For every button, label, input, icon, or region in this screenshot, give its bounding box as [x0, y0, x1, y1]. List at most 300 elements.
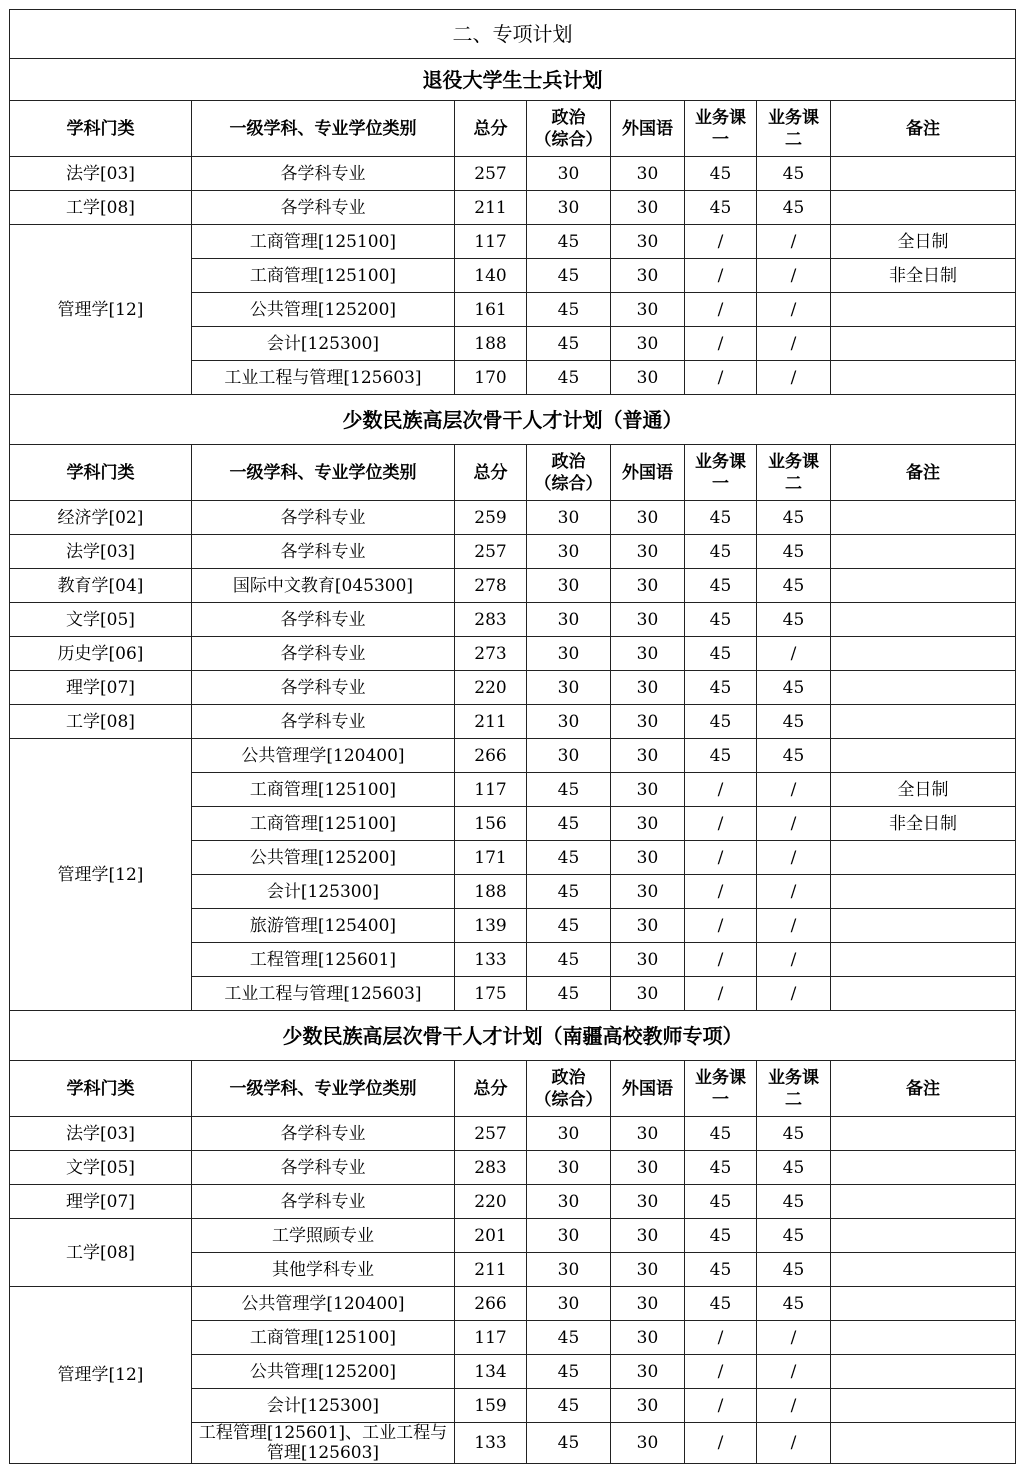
- header-row: [10, 1061, 1016, 1117]
- remark-cell: 非全日制: [831, 807, 1016, 841]
- course1-cell: 45: [685, 157, 757, 191]
- header-foreign: 外国语: [611, 445, 685, 501]
- remark-cell: [831, 293, 1016, 327]
- foreign-cell: 30: [611, 293, 685, 327]
- total-cell: 161: [455, 293, 527, 327]
- header-course1-line1: 业务课: [695, 107, 746, 128]
- total-cell: 257: [455, 1117, 527, 1151]
- header-politics: [527, 1061, 611, 1117]
- header-course2-line1: 业务课: [768, 107, 819, 128]
- total-cell: 283: [455, 603, 527, 637]
- discipline-cell: 公共管理学[120400]: [192, 739, 455, 773]
- category-cell: 管理学[12]: [10, 739, 192, 1011]
- header-course2-line2: 二: [785, 473, 802, 494]
- table-body: [10, 10, 1016, 1464]
- foreign-cell: 30: [611, 327, 685, 361]
- category-cell: 工学[08]: [10, 1219, 192, 1287]
- foreign-cell: 30: [611, 1151, 685, 1185]
- total-cell: 188: [455, 875, 527, 909]
- discipline-cell: 各学科专业: [192, 191, 455, 225]
- header-discipline: 一级学科、专业学位类别: [192, 101, 455, 157]
- course1-cell: 45: [685, 705, 757, 739]
- remark-cell: [831, 909, 1016, 943]
- header-row: [10, 445, 1016, 501]
- section-title: 少数民族高层次骨干人才计划（普通）: [10, 395, 1016, 445]
- total-cell: 175: [455, 977, 527, 1011]
- course1-cell: 45: [685, 1253, 757, 1287]
- course1-cell: /: [685, 293, 757, 327]
- discipline-cell: 各学科专业: [192, 501, 455, 535]
- foreign-cell: 30: [611, 1253, 685, 1287]
- course2-cell: /: [757, 361, 831, 395]
- foreign-cell: 30: [611, 535, 685, 569]
- header-foreign: 外国语: [611, 101, 685, 157]
- politics-cell: 45: [527, 361, 611, 395]
- foreign-cell: 30: [611, 1423, 685, 1464]
- discipline-cell: 公共管理[125200]: [192, 841, 455, 875]
- course2-cell: /: [757, 1355, 831, 1389]
- header-total: 总分: [455, 1061, 527, 1117]
- total-cell: 278: [455, 569, 527, 603]
- section-title-row: [10, 59, 1016, 101]
- header-politics-line1: 政治: [551, 451, 586, 472]
- section-title-row: [10, 1011, 1016, 1061]
- remark-cell: [831, 739, 1016, 773]
- remark-cell: [831, 1423, 1016, 1464]
- category-cell: 经济学[02]: [10, 501, 192, 535]
- total-cell: 171: [455, 841, 527, 875]
- category-cell: 法学[03]: [10, 535, 192, 569]
- header-course1-line2: 一: [712, 473, 729, 494]
- header-course2: [757, 1061, 831, 1117]
- course1-cell: 45: [685, 603, 757, 637]
- header-course2-line1: 业务课: [768, 451, 819, 472]
- remark-cell: [831, 1321, 1016, 1355]
- discipline-cell: 工学照顾专业: [192, 1219, 455, 1253]
- discipline-cell: 工商管理[125100]: [192, 1321, 455, 1355]
- discipline-cell: 各学科专业: [192, 1185, 455, 1219]
- remark-cell: [831, 327, 1016, 361]
- course1-cell: /: [685, 841, 757, 875]
- foreign-cell: 30: [611, 157, 685, 191]
- category-cell: 管理学[12]: [10, 225, 192, 395]
- course1-cell: 45: [685, 739, 757, 773]
- course1-cell: /: [685, 1355, 757, 1389]
- course2-cell: 45: [757, 1117, 831, 1151]
- course1-cell: /: [685, 259, 757, 293]
- category-cell: 法学[03]: [10, 1117, 192, 1151]
- politics-cell: 45: [527, 1389, 611, 1423]
- remark-cell: 全日制: [831, 773, 1016, 807]
- remark-cell: [831, 943, 1016, 977]
- course2-cell: /: [757, 1389, 831, 1423]
- course2-cell: 45: [757, 671, 831, 705]
- header-politics: [527, 445, 611, 501]
- course2-cell: /: [757, 807, 831, 841]
- course2-cell: 45: [757, 1151, 831, 1185]
- category-cell: 工学[08]: [10, 705, 192, 739]
- section-title: 少数民族高层次骨干人才计划（南疆高校教师专项）: [10, 1011, 1016, 1061]
- foreign-cell: 30: [611, 191, 685, 225]
- politics-cell: 45: [527, 1355, 611, 1389]
- header-total: 总分: [455, 445, 527, 501]
- remark-cell: [831, 1355, 1016, 1389]
- total-cell: 117: [455, 1321, 527, 1355]
- politics-cell: 30: [527, 1151, 611, 1185]
- table-row: [10, 637, 1016, 671]
- foreign-cell: 30: [611, 1287, 685, 1321]
- politics-cell: 45: [527, 841, 611, 875]
- category-cell: 文学[05]: [10, 1151, 192, 1185]
- foreign-cell: 30: [611, 361, 685, 395]
- header-row: [10, 101, 1016, 157]
- discipline-cell: 公共管理学[120400]: [192, 1287, 455, 1321]
- course1-cell: 45: [685, 1287, 757, 1321]
- politics-cell: 30: [527, 705, 611, 739]
- header-remark: 备注: [831, 101, 1016, 157]
- course1-cell: /: [685, 977, 757, 1011]
- discipline-cell: 工商管理[125100]: [192, 225, 455, 259]
- politics-cell: 30: [527, 569, 611, 603]
- remark-cell: [831, 1117, 1016, 1151]
- course1-cell: 45: [685, 637, 757, 671]
- main-title-row: [10, 10, 1016, 59]
- discipline-cell: 工商管理[125100]: [192, 259, 455, 293]
- course2-cell: /: [757, 225, 831, 259]
- discipline-cell: 工业工程与管理[125603]: [192, 361, 455, 395]
- foreign-cell: 30: [611, 671, 685, 705]
- politics-cell: 45: [527, 773, 611, 807]
- foreign-cell: 30: [611, 875, 685, 909]
- politics-cell: 30: [527, 1287, 611, 1321]
- section-title-row: [10, 395, 1016, 445]
- politics-cell: 30: [527, 739, 611, 773]
- header-politics-line2: （综合）: [534, 1089, 603, 1110]
- remark-cell: 全日制: [831, 225, 1016, 259]
- total-cell: 139: [455, 909, 527, 943]
- header-course1-line1: 业务课: [695, 1067, 746, 1088]
- politics-cell: 45: [527, 259, 611, 293]
- politics-cell: 45: [527, 327, 611, 361]
- header-course1: [685, 445, 757, 501]
- remark-cell: [831, 875, 1016, 909]
- course2-cell: 45: [757, 1287, 831, 1321]
- course1-cell: 45: [685, 671, 757, 705]
- foreign-cell: 30: [611, 773, 685, 807]
- table-row: [10, 501, 1016, 535]
- politics-cell: 45: [527, 1321, 611, 1355]
- foreign-cell: 30: [611, 739, 685, 773]
- course1-cell: /: [685, 1389, 757, 1423]
- course2-cell: 45: [757, 157, 831, 191]
- course1-cell: 45: [685, 1117, 757, 1151]
- course2-cell: 45: [757, 569, 831, 603]
- category-cell: 理学[07]: [10, 1185, 192, 1219]
- politics-cell: 45: [527, 225, 611, 259]
- politics-cell: 30: [527, 603, 611, 637]
- header-course1: [685, 101, 757, 157]
- discipline-cell: 公共管理[125200]: [192, 1355, 455, 1389]
- course2-cell: /: [757, 327, 831, 361]
- course1-cell: /: [685, 943, 757, 977]
- course2-cell: /: [757, 1423, 831, 1464]
- foreign-cell: 30: [611, 1321, 685, 1355]
- politics-cell: 45: [527, 909, 611, 943]
- remark-cell: [831, 569, 1016, 603]
- header-category: 学科门类: [10, 101, 192, 157]
- course2-cell: /: [757, 293, 831, 327]
- category-cell: 管理学[12]: [10, 1287, 192, 1464]
- total-cell: 259: [455, 501, 527, 535]
- politics-cell: 30: [527, 191, 611, 225]
- table-row: [10, 1151, 1016, 1185]
- remark-cell: [831, 1219, 1016, 1253]
- course2-cell: 45: [757, 1185, 831, 1219]
- foreign-cell: 30: [611, 1355, 685, 1389]
- politics-cell: 30: [527, 1219, 611, 1253]
- course2-cell: 45: [757, 1219, 831, 1253]
- table-row: [10, 225, 1016, 259]
- discipline-cell: 工程管理[125601]、工业工程与管理[125603]: [192, 1423, 455, 1464]
- politics-cell: 45: [527, 977, 611, 1011]
- foreign-cell: 30: [611, 259, 685, 293]
- course1-cell: 45: [685, 535, 757, 569]
- foreign-cell: 30: [611, 1185, 685, 1219]
- discipline-cell: 各学科专业: [192, 603, 455, 637]
- total-cell: 188: [455, 327, 527, 361]
- course2-cell: /: [757, 637, 831, 671]
- header-discipline: 一级学科、专业学位类别: [192, 1061, 455, 1117]
- category-cell: 法学[03]: [10, 157, 192, 191]
- total-cell: 133: [455, 943, 527, 977]
- discipline-cell: 会计[125300]: [192, 875, 455, 909]
- discipline-cell: 会计[125300]: [192, 1389, 455, 1423]
- category-cell: 工学[08]: [10, 191, 192, 225]
- header-course1-line2: 一: [712, 129, 729, 150]
- header-course1: [685, 1061, 757, 1117]
- course2-cell: 45: [757, 501, 831, 535]
- course2-cell: 45: [757, 535, 831, 569]
- politics-cell: 30: [527, 671, 611, 705]
- header-category: 学科门类: [10, 445, 192, 501]
- course2-cell: 45: [757, 739, 831, 773]
- total-cell: 159: [455, 1389, 527, 1423]
- total-cell: 211: [455, 705, 527, 739]
- course2-cell: /: [757, 841, 831, 875]
- discipline-cell: 各学科专业: [192, 1151, 455, 1185]
- course1-cell: /: [685, 773, 757, 807]
- remark-cell: [831, 1389, 1016, 1423]
- course2-cell: /: [757, 875, 831, 909]
- table-row: [10, 1117, 1016, 1151]
- total-cell: 257: [455, 157, 527, 191]
- total-cell: 220: [455, 671, 527, 705]
- course1-cell: /: [685, 1423, 757, 1464]
- main-title: 二、专项计划: [10, 10, 1016, 59]
- course2-cell: 45: [757, 1253, 831, 1287]
- total-cell: 170: [455, 361, 527, 395]
- table-row: [10, 603, 1016, 637]
- politics-cell: 30: [527, 1117, 611, 1151]
- header-discipline: 一级学科、专业学位类别: [192, 445, 455, 501]
- discipline-cell: 各学科专业: [192, 637, 455, 671]
- course2-cell: /: [757, 259, 831, 293]
- course1-cell: /: [685, 909, 757, 943]
- table-row: [10, 671, 1016, 705]
- remark-cell: [831, 501, 1016, 535]
- course2-cell: 45: [757, 191, 831, 225]
- foreign-cell: 30: [611, 705, 685, 739]
- table-row: [10, 1287, 1016, 1321]
- table-row: [10, 535, 1016, 569]
- foreign-cell: 30: [611, 807, 685, 841]
- foreign-cell: 30: [611, 841, 685, 875]
- header-politics-line1: 政治: [551, 1067, 586, 1088]
- course1-cell: /: [685, 875, 757, 909]
- remark-cell: [831, 361, 1016, 395]
- remark-cell: [831, 841, 1016, 875]
- discipline-cell: 各学科专业: [192, 671, 455, 705]
- politics-cell: 30: [527, 157, 611, 191]
- politics-cell: 45: [527, 293, 611, 327]
- course2-cell: /: [757, 1321, 831, 1355]
- course1-cell: /: [685, 1321, 757, 1355]
- course2-cell: /: [757, 909, 831, 943]
- politics-cell: 30: [527, 637, 611, 671]
- course1-cell: /: [685, 361, 757, 395]
- course1-cell: 45: [685, 1151, 757, 1185]
- header-course1-line1: 业务课: [695, 451, 746, 472]
- course1-cell: /: [685, 225, 757, 259]
- remark-cell: [831, 157, 1016, 191]
- discipline-cell: 各学科专业: [192, 1117, 455, 1151]
- header-politics: [527, 101, 611, 157]
- section-title: 退役大学生士兵计划: [10, 59, 1016, 101]
- category-cell: 教育学[04]: [10, 569, 192, 603]
- total-cell: 134: [455, 1355, 527, 1389]
- course1-cell: 45: [685, 569, 757, 603]
- header-politics-line2: （综合）: [534, 473, 603, 494]
- foreign-cell: 30: [611, 225, 685, 259]
- politics-cell: 45: [527, 943, 611, 977]
- discipline-cell: 国际中文教育[045300]: [192, 569, 455, 603]
- course1-cell: 45: [685, 1219, 757, 1253]
- remark-cell: [831, 535, 1016, 569]
- total-cell: 140: [455, 259, 527, 293]
- discipline-cell: 其他学科专业: [192, 1253, 455, 1287]
- course1-cell: 45: [685, 191, 757, 225]
- score-table: [9, 9, 1016, 1464]
- header-course1-line2: 一: [712, 1089, 729, 1110]
- remark-cell: [831, 1253, 1016, 1287]
- remark-cell: [831, 977, 1016, 1011]
- total-cell: 266: [455, 1287, 527, 1321]
- table-row: [10, 739, 1016, 773]
- remark-cell: [831, 705, 1016, 739]
- total-cell: 257: [455, 535, 527, 569]
- foreign-cell: 30: [611, 637, 685, 671]
- course2-cell: 45: [757, 603, 831, 637]
- category-cell: 理学[07]: [10, 671, 192, 705]
- total-cell: 273: [455, 637, 527, 671]
- politics-cell: 30: [527, 1253, 611, 1287]
- header-remark: 备注: [831, 1061, 1016, 1117]
- table-row: [10, 157, 1016, 191]
- foreign-cell: 30: [611, 977, 685, 1011]
- table-row: [10, 569, 1016, 603]
- discipline-cell: 各学科专业: [192, 157, 455, 191]
- remark-cell: [831, 1287, 1016, 1321]
- course1-cell: /: [685, 327, 757, 361]
- remark-cell: [831, 1185, 1016, 1219]
- discipline-cell: 旅游管理[125400]: [192, 909, 455, 943]
- discipline-cell: 公共管理[125200]: [192, 293, 455, 327]
- category-cell: 历史学[06]: [10, 637, 192, 671]
- header-remark: 备注: [831, 445, 1016, 501]
- discipline-cell: 工商管理[125100]: [192, 773, 455, 807]
- table-row: [10, 1219, 1016, 1253]
- total-cell: 283: [455, 1151, 527, 1185]
- course2-cell: 45: [757, 705, 831, 739]
- foreign-cell: 30: [611, 603, 685, 637]
- course2-cell: /: [757, 977, 831, 1011]
- remark-cell: [831, 603, 1016, 637]
- course1-cell: 45: [685, 1185, 757, 1219]
- header-course2: [757, 445, 831, 501]
- header-course2: [757, 101, 831, 157]
- discipline-cell: 工程管理[125601]: [192, 943, 455, 977]
- course1-cell: 45: [685, 501, 757, 535]
- politics-cell: 30: [527, 501, 611, 535]
- total-cell: 133: [455, 1423, 527, 1464]
- header-course2-line2: 二: [785, 1089, 802, 1110]
- discipline-cell: 各学科专业: [192, 705, 455, 739]
- table-row: [10, 705, 1016, 739]
- foreign-cell: 30: [611, 943, 685, 977]
- total-cell: 156: [455, 807, 527, 841]
- course1-cell: /: [685, 807, 757, 841]
- remark-cell: [831, 637, 1016, 671]
- politics-cell: 30: [527, 535, 611, 569]
- header-foreign: 外国语: [611, 1061, 685, 1117]
- discipline-cell: 会计[125300]: [192, 327, 455, 361]
- foreign-cell: 30: [611, 1219, 685, 1253]
- discipline-cell: 工商管理[125100]: [192, 807, 455, 841]
- total-cell: 117: [455, 773, 527, 807]
- foreign-cell: 30: [611, 1117, 685, 1151]
- foreign-cell: 30: [611, 501, 685, 535]
- header-politics-line2: （综合）: [534, 129, 603, 150]
- total-cell: 211: [455, 191, 527, 225]
- foreign-cell: 30: [611, 1389, 685, 1423]
- discipline-cell: 工业工程与管理[125603]: [192, 977, 455, 1011]
- category-cell: 文学[05]: [10, 603, 192, 637]
- remark-cell: 非全日制: [831, 259, 1016, 293]
- total-cell: 220: [455, 1185, 527, 1219]
- header-course2-line2: 二: [785, 129, 802, 150]
- discipline-cell: 各学科专业: [192, 535, 455, 569]
- table-row: [10, 191, 1016, 225]
- table-row: [10, 1185, 1016, 1219]
- politics-cell: 45: [527, 875, 611, 909]
- foreign-cell: 30: [611, 909, 685, 943]
- total-cell: 211: [455, 1253, 527, 1287]
- total-cell: 117: [455, 225, 527, 259]
- remark-cell: [831, 191, 1016, 225]
- header-total: 总分: [455, 101, 527, 157]
- header-category: 学科门类: [10, 1061, 192, 1117]
- total-cell: 266: [455, 739, 527, 773]
